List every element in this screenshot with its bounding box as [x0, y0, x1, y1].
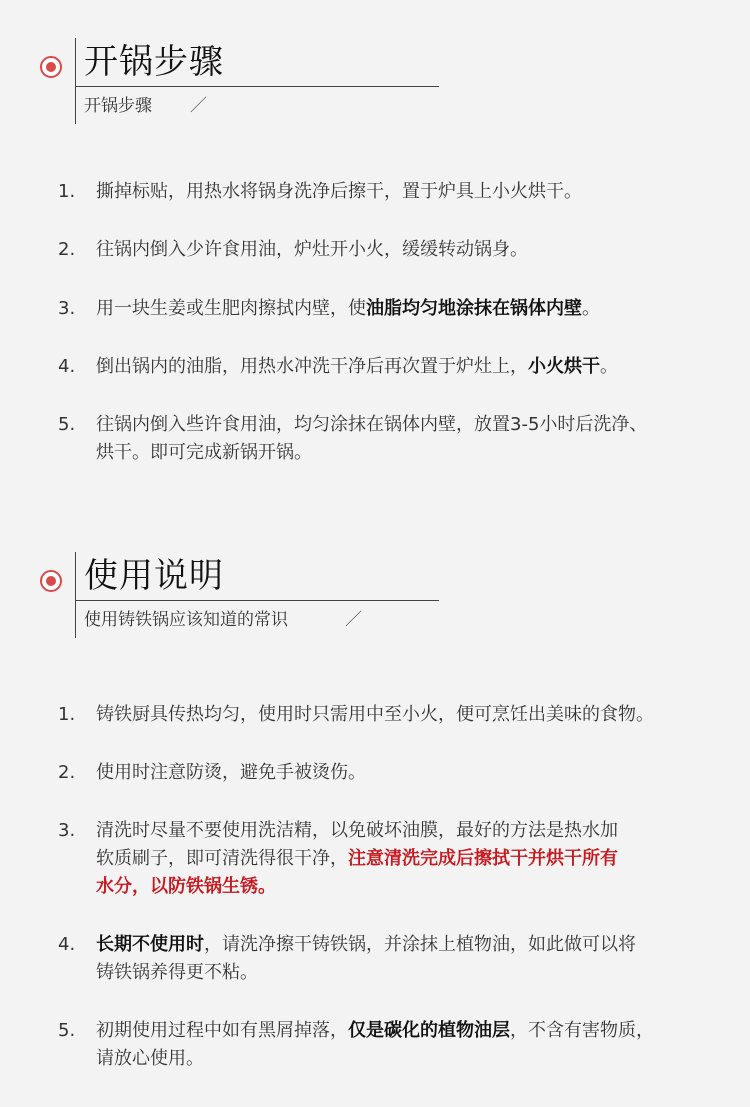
item-number: 2.: [58, 762, 76, 783]
item-number: 3.: [58, 298, 76, 319]
item-number: 2.: [58, 239, 76, 260]
vertical-divider: [75, 552, 76, 638]
warning-text: 注意清洗完成后擦拭干并烘干所有: [348, 848, 618, 869]
circle-dot-icon: [40, 570, 62, 592]
item-number: 5.: [58, 1020, 76, 1041]
item-number: 1.: [58, 704, 76, 725]
item-text: 铸铁厨具传热均匀，使用时只需用中至小火，便可烹饪出美味的食物。: [96, 704, 654, 725]
item-text: 初期使用过程中如有黑屑掉落，仅是碳化的植物油层，不含有害物质， 请放心使用。: [96, 1020, 654, 1069]
emphasis-text: 油脂均匀地涂抹在锅体内壁: [366, 298, 582, 319]
circle-dot-icon: [40, 56, 62, 78]
horizontal-divider: [75, 600, 439, 601]
item-text: 倒出锅内的油脂，用热水冲洗干净后再次置于炉灶上，小火烘干。: [96, 356, 618, 377]
section-title: 使用说明: [84, 556, 224, 596]
emphasis-text: 长期不使用时: [96, 934, 204, 955]
item-text: 清洗时尽量不要使用洗洁精，以免破坏油膜，最好的方法是热水加 软质刷子，即可清洗得很干净，注意清洗完成后擦拭干并烘干所有 水分，以防铁锅生锈。: [96, 820, 618, 897]
item-number: 5.: [58, 414, 76, 435]
section-subtitle: 开锅步骤: [84, 96, 152, 116]
item-text: 撕掉标贴，用热水将锅身洗净后擦干，置于炉具上小火烘干。: [96, 181, 582, 202]
item-text: 用一块生姜或生肥肉擦拭内壁，使油脂均匀地涂抹在锅体内壁。: [96, 298, 600, 319]
emphasis-text: 仅是碳化的植物油层: [348, 1020, 510, 1041]
item-number: 4.: [58, 356, 76, 377]
item-number: 3.: [58, 820, 76, 841]
warning-text: 水分，以防铁锅生锈。: [96, 876, 276, 897]
item-text: 往锅内倒入些许食用油，均匀涂抹在锅体内壁，放置3-5小时后洗净、 烘干。即可完成新锅开锅。: [96, 414, 648, 463]
horizontal-divider: [75, 86, 439, 87]
emphasis-text: 小火烘干: [528, 356, 600, 377]
slash-decoration: ／: [345, 610, 362, 630]
item-text: 长期不使用时，请洗净擦干铸铁锅，并涂抹上植物油，如此做可以将 铸铁锅养得更不粘。: [96, 934, 636, 983]
item-text: 往锅内倒入少许食用油，炉灶开小火，缓缓转动锅身。: [96, 239, 528, 260]
section-title: 开锅步骤: [84, 42, 224, 82]
item-text: 使用时注意防烫，避免手被烫伤。: [96, 762, 366, 783]
item-number: 1.: [58, 181, 76, 202]
section-subtitle: 使用铸铁锅应该知道的常识: [84, 610, 288, 630]
vertical-divider: [75, 38, 76, 124]
slash-decoration: ／: [190, 96, 207, 116]
item-number: 4.: [58, 934, 76, 955]
